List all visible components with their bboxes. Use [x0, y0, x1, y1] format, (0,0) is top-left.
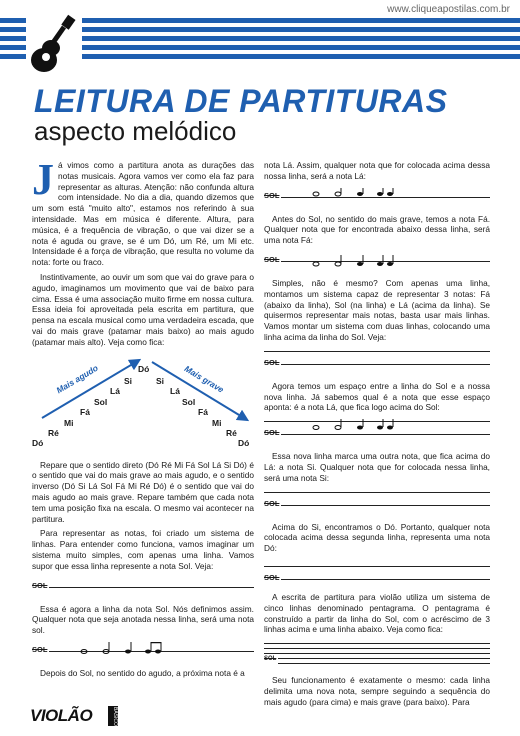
- brand-logo-tag: BÁSICO: [108, 706, 118, 726]
- music-notes: [264, 188, 490, 204]
- paragraph: nota Lá. Assim, qualquer nota que for colocada acima dessa nossa linha, será a nota Lá:: [264, 160, 490, 181]
- note-label: Mi: [64, 417, 74, 428]
- page-title: LEITURA DE PARTITURAS: [34, 83, 448, 119]
- paragraph: Depois do Sol, no sentido do agudo, a próxima nota é a: [40, 667, 245, 678]
- music-notes: [264, 252, 490, 268]
- paragraph: Acima do Si, encontramos o Dó. Portanto, qualquer nota colocada acima dessa segunda linha, representa uma nota Dó:: [264, 521, 490, 554]
- paragraph: A escrita de partitura para violão utiliza um sistema de cinco linhas denominado pentagrama. O pentagrama é construído a partir da linha do Sol, com o acréscimo de 3 linhas acima e uma linha abaixo. Veja como fica:: [264, 591, 490, 635]
- arrow-label-down: Mais grave: [182, 362, 226, 395]
- paragraph: Repare que o sentido direto (Dó Ré Mi Fá Sol Lá Si Dó) é o sentido que vai do mais grave ao mais agudo, e o sentido inverso (Dó Si Lá Sol Fá Mi Ré Dó) é o sentido que vai do mais agudo ao mais grave. Repare também que cada nota tem uma posição fixa na escala. O mesmo vai acontecer na partitura.: [32, 459, 254, 524]
- note-label: Sol: [182, 396, 196, 407]
- staff-pentagram: [264, 641, 490, 665]
- page-subtitle: aspecto melódico: [34, 116, 237, 146]
- paragraph: Instintivamente, ao ouvir um som que vai do grave para o agudo, imaginamos um movimento que vai de baixo para cima. Essa é uma associação muito firme em nossa cultura. Essa ideia foi aproveitada pela escrita em partitura, que pensa na escala musical como uma verdadeira escada, que vai do mais grave (patamar mais baixo) ao mais agudo (patamar mais alto). Veja como fica:: [32, 271, 254, 347]
- staff-label: SOL: [264, 572, 280, 582]
- note-label: Lá: [170, 385, 180, 396]
- paragraph: á vimos como a partitura anota as durações das notas musicais. Agora vamos ver como ela faz para representar as alturas. Atenção: não confunda altura com intensidade. No dia a dia, quando dizemos que um som está "muito alto", estamos nos referindo à sua intensidade. Mas em música é diferente. Altura, para música, é a frequência de vibração, o que vai dizer se a nota é aguda ou grave, se é um Dó, um Ré, um Mi etc. Intensidade é a força de vibração, que resulta no volume da nota: forte ou fraco.: [32, 160, 254, 268]
- music-notes: [264, 419, 490, 441]
- staff-label: SOL: [264, 357, 280, 367]
- note-label: Dó: [238, 437, 250, 448]
- staff-label: SOL: [264, 498, 280, 508]
- staff-one-line: [32, 578, 254, 594]
- staff-notes-fa: [264, 252, 490, 268]
- note-label: Fá: [198, 406, 208, 417]
- note-label: Ré: [48, 427, 59, 438]
- scale-diagram: [32, 352, 254, 450]
- staff-label: SOL: [264, 654, 278, 665]
- arrow-label-up: Mais agudo: [54, 362, 100, 395]
- staff-notes-sol: [32, 642, 254, 658]
- note-label: Ré: [226, 427, 237, 438]
- staff-two-lines: [264, 349, 490, 371]
- drop-cap: J: [32, 155, 54, 204]
- staff-label: SOL: [32, 580, 48, 590]
- note-label: Sol: [94, 396, 108, 407]
- paragraph: Para representar as notas, foi criado um sistema de linhas. Para entender como funciona, vamos imaginar um sistema muito simples, com apenas uma linha. Vamos supor que essa linha represente a nota Sol. Veja:: [32, 528, 254, 571]
- note-label: Si: [156, 375, 165, 386]
- staff-notes-la: [264, 188, 490, 204]
- paragraph: Essa nova linha marca uma outra nota, que fica acima do Lá: a nota Si. Qualquer nota que for colocada nessa linha, será uma nota Si:: [264, 451, 490, 483]
- note-label: Si: [124, 375, 133, 386]
- staff-two-lines-si: [264, 490, 490, 512]
- staff-two-lines-do: [264, 560, 490, 582]
- staff-label: SOL: [264, 254, 280, 264]
- paragraph: Antes do Sol, no sentido do mais grave, temos a nota Fá. Qualquer nota que for encontrada abaixo dessa linha, será uma nota Fá:: [264, 213, 490, 246]
- staff-two-lines-la: [264, 419, 490, 441]
- column-right: [264, 160, 490, 712]
- note-label: Fá: [80, 406, 90, 417]
- music-notes: [32, 642, 254, 658]
- staff-label: SOL: [264, 428, 280, 438]
- staff-label: SOL: [264, 190, 280, 200]
- paragraph: Essa é agora a linha da nota Sol. Nós definimos assim. Qualquer nota que seja anotada nessa linha, será uma nota sol.: [32, 603, 254, 636]
- note-label: Mi: [212, 417, 222, 428]
- paragraph: Agora temos um espaço entre a linha do Sol e a nossa nova linha. Já sabemos qual é a nota que esse espaço aponta: é a nota Lá, que fica logo acima do Sol:: [264, 380, 490, 413]
- site-url[interactable]: www.cliqueapostilas.com.br: [387, 4, 510, 15]
- note-label: Lá: [110, 385, 120, 396]
- brand-logo: VIOLÃO: [30, 706, 93, 725]
- staff-label: SOL: [32, 644, 48, 654]
- note-label: Dó: [138, 363, 150, 374]
- guitar-icon: [26, 14, 82, 78]
- paragraph: Simples, não é mesmo? Com apenas uma linha, montamos um sistema capaz de representar 3 notas: Fá (abaixo da linha), Sol (na linha) e Lá (acima da linha). Se quisermos representar mais notas, basta usar mais linhas. Vamos montar um sistema com duas linhas, colocando uma linha acima da linha do Sol. Veja:: [264, 277, 490, 342]
- note-label: Dó: [32, 437, 44, 448]
- paragraph: Seu funcionamento é exatamente o mesmo: cada linha delimita uma nova nota, sempre seguindo a sequência do mais agudo (para cima) e mais grave (para baixo). Para: [264, 675, 490, 707]
- column-left: [32, 155, 254, 683]
